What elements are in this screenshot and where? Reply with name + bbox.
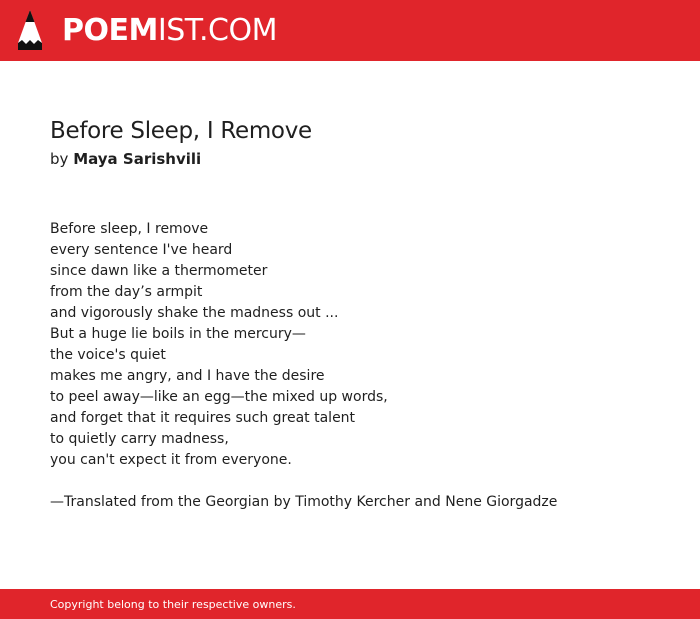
site-logo[interactable] (62, 12, 277, 50)
site-header (0, 0, 700, 61)
poem-body (50, 219, 388, 471)
by-label: by (50, 150, 69, 168)
poem-line: and vigorously shake the madness out ... (50, 305, 339, 321)
poem-line: makes me angry, and I have the desire (50, 368, 325, 384)
poem-line: you can't expect it from everyone. (50, 452, 292, 468)
poem-line: Before sleep, I remove (50, 221, 209, 237)
poem-line: the voice's quiet (50, 347, 166, 363)
site-footer (0, 589, 700, 619)
logo-text-bold: POEM (62, 13, 158, 48)
author-name[interactable]: Maya Sarishvili (73, 150, 202, 168)
poem-title: Before Sleep, I Remove (50, 118, 312, 144)
poem-line: to peel away—like an egg—the mixed up words, (50, 389, 388, 405)
poem-line: to quietly carry madness, (50, 431, 229, 447)
poem-line: from the day’s armpit (50, 284, 203, 300)
logo-text-light: IST.COM (157, 13, 277, 48)
poem-line: every sentence I've heard (50, 242, 233, 258)
copyright-text: Copyright belong to their respective owners. (50, 598, 296, 611)
byline (50, 148, 201, 170)
pencil-tip-icon[interactable] (17, 9, 43, 51)
poem-line: since dawn like a thermometer (50, 263, 268, 279)
translation-note: —Translated from the Georgian by Timothy Kercher and Nene Giorgadze (50, 494, 558, 510)
poem-line: But a huge lie boils in the mercury— (50, 326, 306, 342)
poem-line: and forget that it requires such great talent (50, 410, 356, 426)
